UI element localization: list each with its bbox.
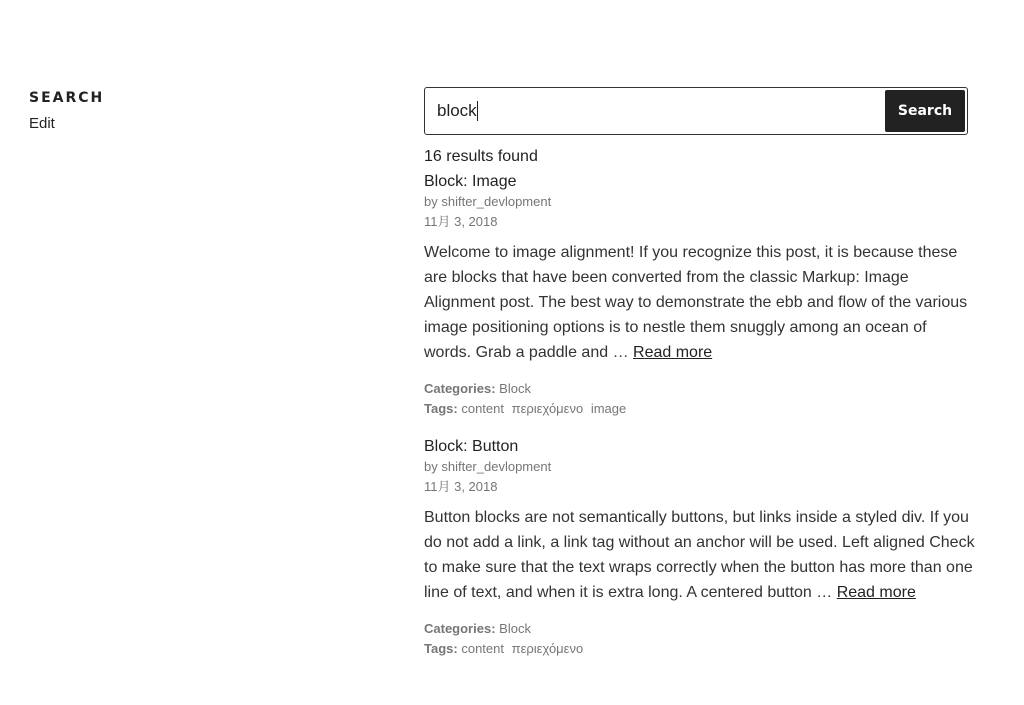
categories-row	[424, 619, 976, 639]
categories-label: Categories:	[424, 381, 496, 396]
result-date	[424, 477, 976, 497]
excerpt-text: Button blocks are not semantically buttons, but links inside a styled div. If you do not add a link, a link tag without an anchor will be used. Left aligned Check to make sure that the text wraps correctly when the button has more than one line of text, and when it is extra long. A centered button …	[424, 509, 975, 601]
search-input-value: block	[437, 101, 477, 120]
date-link[interactable]: 11月 3, 2018	[424, 214, 498, 229]
results-count: 16 results found	[424, 148, 538, 165]
result-taxonomy	[424, 619, 976, 659]
tag-link[interactable]: περιεχόμενο	[511, 641, 584, 656]
categories-label: Categories:	[424, 621, 496, 636]
search-result	[424, 172, 976, 419]
date-link[interactable]: 11月 3, 2018	[424, 479, 498, 494]
search-results-area	[424, 87, 976, 659]
search-input[interactable]	[427, 90, 885, 132]
search-button[interactable]: Search	[885, 90, 965, 132]
excerpt-text: Welcome to image alignment! If you recognize this post, it is because these are blocks that have been converted from the classic Markup: Image Alignment post. The best way to demonstrate the ebb and flow of the various image positioning options is to nestle them snuggly among an ocean of words. Grab a paddle and …	[424, 244, 968, 361]
tags-label: Tags:	[424, 641, 458, 656]
author-prefix: by	[424, 194, 438, 209]
result-excerpt	[424, 505, 976, 605]
sidebar	[29, 88, 329, 134]
category-link[interactable]: Block	[499, 381, 531, 396]
author-prefix: by	[424, 459, 438, 474]
edit-link[interactable]: Edit	[29, 115, 55, 132]
search-result	[424, 437, 976, 659]
read-more-link[interactable]: Read more	[836, 584, 916, 601]
tags-row	[424, 399, 976, 419]
search-form	[424, 87, 968, 135]
result-excerpt	[424, 240, 976, 365]
read-more-link[interactable]: Read more	[633, 344, 713, 361]
tag-link[interactable]: content	[461, 401, 504, 416]
categories-row	[424, 379, 976, 399]
result-title-link[interactable]: Block: Image	[424, 173, 517, 190]
result-author	[424, 192, 976, 212]
tags-label: Tags:	[424, 401, 458, 416]
section-title: SEARCH	[29, 90, 105, 106]
result-date	[424, 212, 976, 232]
result-author	[424, 457, 976, 477]
tag-link[interactable]: image	[590, 401, 627, 416]
tags-row	[424, 639, 976, 659]
category-link[interactable]: Block	[499, 621, 531, 636]
author-link[interactable]: shifter_devlopment	[441, 194, 552, 209]
text-caret	[477, 101, 478, 121]
tag-link[interactable]: content	[461, 641, 504, 656]
tag-link[interactable]: περιεχόμενο	[511, 401, 584, 416]
result-title-link[interactable]: Block: Button	[424, 438, 519, 455]
author-link[interactable]: shifter_devlopment	[441, 459, 552, 474]
result-taxonomy	[424, 379, 976, 419]
